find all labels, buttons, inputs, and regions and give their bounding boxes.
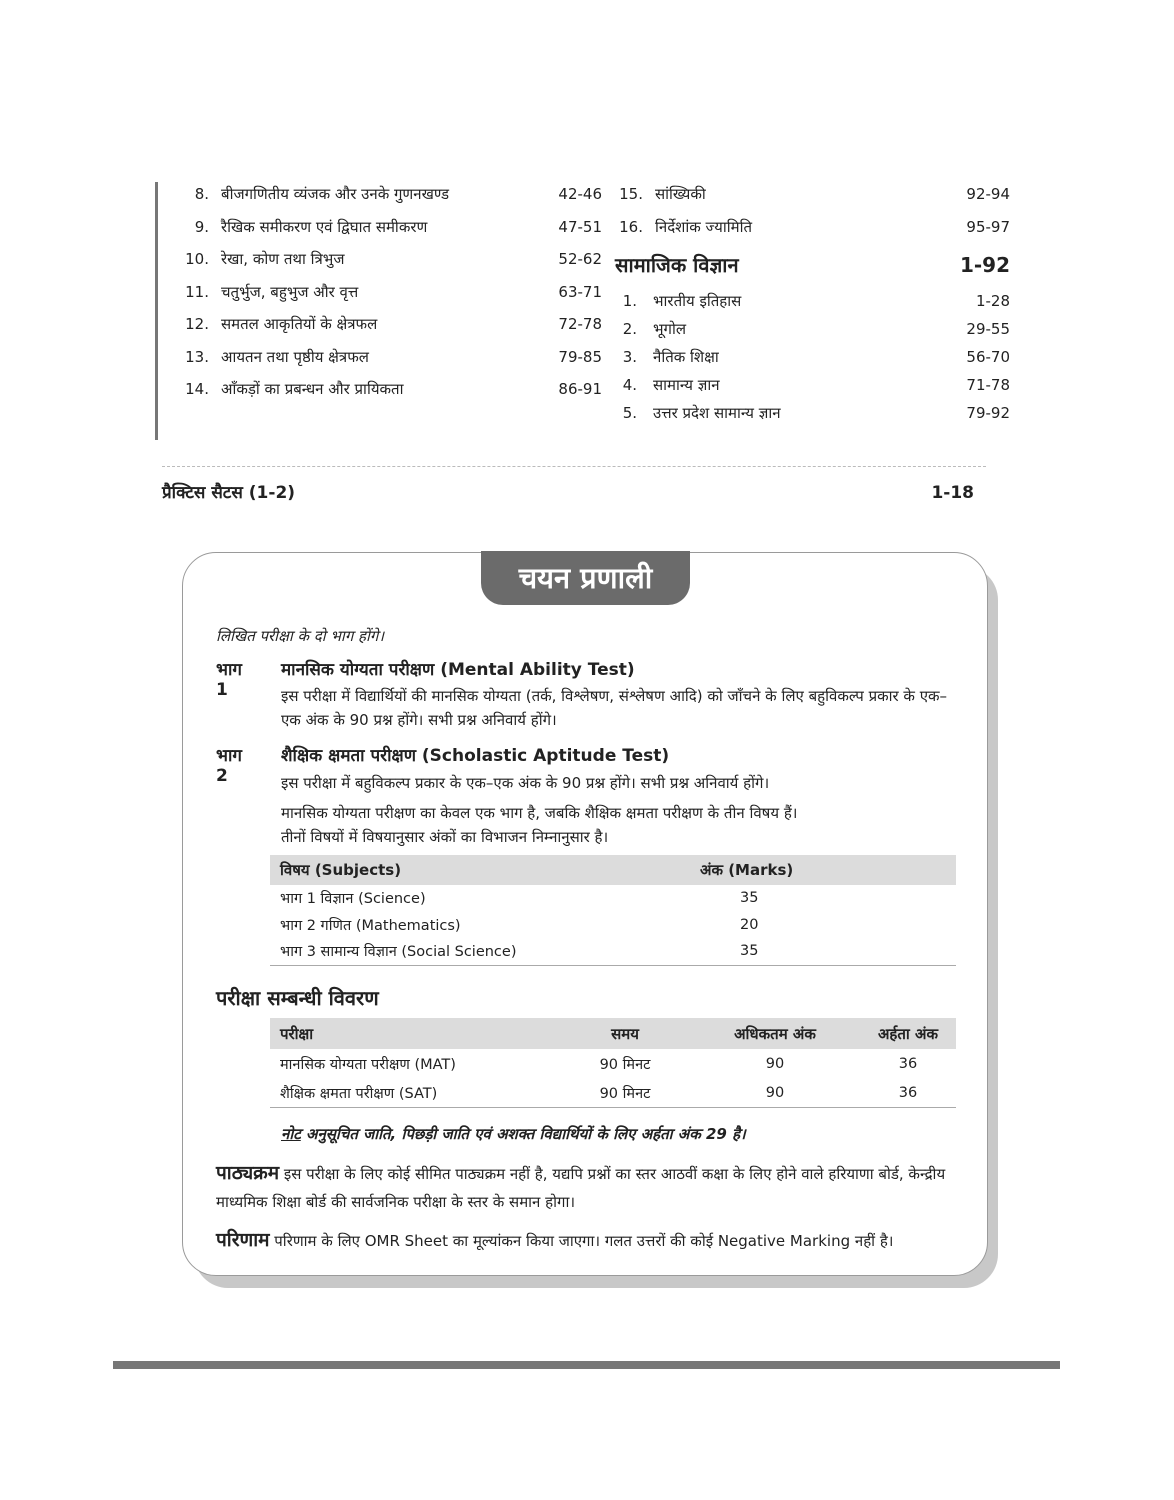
toc-vertical-rule <box>155 182 158 440</box>
section-pages: 1-92 <box>959 253 1010 277</box>
toc-pages: 86-91 <box>558 380 602 398</box>
table-cell: भाग 2 गणित (Mathematics) <box>280 917 461 934</box>
syllabus-label: पाठ्यक्रम <box>216 1162 280 1184</box>
table-header: अंक (Marks) <box>690 855 956 885</box>
practice-sets-pages: 1-18 <box>931 483 974 503</box>
table-header: अर्हता अंक <box>860 1018 956 1049</box>
toc-pages: 56-70 <box>966 348 1010 366</box>
table-header-row <box>270 855 956 885</box>
table-cell: शैक्षिक क्षमता परीक्षण (SAT) <box>270 1078 560 1108</box>
table-cell: भाग 3 सामान्य विज्ञान (Social Science) <box>270 938 690 965</box>
toc-text: नैतिक शिक्षा <box>653 348 719 366</box>
toc-row[interactable] <box>615 315 1010 343</box>
part2-title: शैक्षिक क्षमता परीक्षण (Scholastic Aptitude Test) <box>281 746 670 766</box>
toc-pages: 42-46 <box>558 185 602 203</box>
toc-right-column <box>615 178 1010 427</box>
note-label: नोट <box>281 1125 301 1143</box>
toc-row[interactable] <box>615 343 1010 371</box>
toc-num: 9. <box>194 217 209 236</box>
table-of-contents <box>155 178 1015 443</box>
box-title: चयन प्रणाली <box>481 551 690 605</box>
table-row <box>270 1049 956 1078</box>
part1-title: मानसिक योग्यता परीक्षण (Mental Ability Test) <box>281 660 635 680</box>
toc-pages: 79-92 <box>966 404 1010 422</box>
exam-details-table <box>270 1018 956 1108</box>
syllabus-paragraph <box>216 1159 956 1216</box>
toc-text: सामान्य ज्ञान <box>653 376 720 394</box>
toc-num: 8. <box>194 185 209 203</box>
table-cell: 35 <box>740 890 759 907</box>
toc-pages: 63-71 <box>558 282 602 301</box>
toc-pages: 47-51 <box>558 217 602 236</box>
toc-text: उत्तर प्रदेश सामान्य ज्ञान <box>653 404 781 422</box>
toc-row[interactable] <box>185 276 602 309</box>
toc-row[interactable] <box>185 341 602 374</box>
syllabus-text: इस परीक्षा के लिए कोई सीमित पाठ्यक्रम नहीं है, यद्यपि प्रश्नों का स्तर आठवीं कक्षा के लिए होने वाले हरियाणा बोर्ड, केन्द्रीय माध्यमिक शिक्षा बोर्ड की सार्वजनिक परीक्षा के स्तर के समान होगा। <box>216 1165 946 1211</box>
toc-num: 10. <box>185 250 209 268</box>
part2-line3: तीनों विषयों में विषयानुसार अंकों का विभाजन निम्नानुसार है। <box>281 828 609 846</box>
toc-num: 3. <box>622 348 637 366</box>
part2-label: भाग 2 <box>216 746 242 786</box>
table-cell: 36 <box>860 1078 956 1108</box>
toc-num: 4. <box>622 376 637 394</box>
toc-text: निर्देशांक ज्यामिति <box>655 217 753 236</box>
toc-row[interactable] <box>185 178 602 211</box>
part1-text: इस परीक्षा में विद्यार्थियों की मानसिक योग्यता (तर्क, विश्लेषण, संश्लेषण आदि) को जाँचने के लिए बहुविकल्प प्रकार के एक–एक अंक के 90 प्रश्न होंगे। सभी प्रश्न अनिवार्य होंगे। <box>281 687 948 729</box>
toc-text: बीजगणितीय व्यंजक और उनके गुणनखण्ड <box>221 185 450 203</box>
table-cell: 20 <box>740 916 759 933</box>
table-header: विषय (Subjects) <box>270 855 690 885</box>
part2-line1: इस परीक्षा में बहुविकल्प प्रकार के एक–एक अंक के 90 प्रश्न होंगे। सभी प्रश्न अनिवार्य होंगे। <box>281 774 770 792</box>
toc-pages: 52-62 <box>558 250 602 268</box>
toc-row[interactable] <box>185 211 602 244</box>
section-title: सामाजिक विज्ञान <box>615 253 739 277</box>
exam-details-heading: परीक्षा सम्बन्धी विवरण <box>216 986 379 1010</box>
toc-text: समतल आकृतियों के क्षेत्रफल <box>221 315 378 333</box>
toc-text: सांख्यिकी <box>655 185 706 203</box>
table-header: परीक्षा <box>270 1018 560 1049</box>
toc-row[interactable] <box>185 308 602 341</box>
toc-num: 14. <box>185 380 209 398</box>
dashed-divider <box>162 466 986 467</box>
result-label: परिणाम <box>216 1229 270 1251</box>
toc-num: 15. <box>619 185 643 203</box>
toc-row[interactable] <box>615 287 1010 315</box>
table-cell: 35 <box>690 938 956 965</box>
toc-pages: 71-78 <box>966 376 1010 394</box>
toc-row[interactable] <box>185 243 602 276</box>
toc-pages: 92-94 <box>966 185 1010 203</box>
table-row <box>270 885 956 912</box>
result-text: परिणाम के लिए OMR Sheet का मूल्यांकन किया जाएगा। गलत उत्तरों की कोई Negative Marking नहीं है। <box>269 1232 894 1250</box>
toc-text: आँकड़ों का प्रबन्धन और प्रायिकता <box>221 380 404 398</box>
footer-rule <box>113 1361 1060 1369</box>
table-cell: मानसिक योग्यता परीक्षण (MAT) <box>280 1056 456 1073</box>
table-row <box>270 938 956 965</box>
toc-pages: 79-85 <box>558 347 602 366</box>
table-cell: भाग 1 विज्ञान (Science) <box>280 891 426 908</box>
part1-label: भाग 1 <box>216 660 242 700</box>
intro-text: लिखित परीक्षा के दो भाग होंगे। <box>216 627 385 645</box>
table-header: अधिकतम अंक <box>690 1018 860 1049</box>
toc-pages: 1-28 <box>975 292 1010 310</box>
toc-num: 5. <box>622 404 637 422</box>
toc-row[interactable] <box>185 373 602 406</box>
table-cell: 36 <box>898 1055 918 1072</box>
toc-row[interactable] <box>615 399 1010 427</box>
table-row <box>270 1078 956 1108</box>
toc-text: आयतन तथा पृष्ठीय क्षेत्रफल <box>221 347 369 366</box>
table-row <box>270 912 956 939</box>
toc-num: 2. <box>622 320 637 338</box>
toc-left-column <box>185 178 602 406</box>
table-cell: 90 <box>765 1055 785 1072</box>
toc-row[interactable] <box>615 371 1010 399</box>
toc-pages: 95-97 <box>966 217 1010 236</box>
toc-text: रेखा, कोण तथा त्रिभुज <box>221 250 345 268</box>
toc-pages: 29-55 <box>966 320 1010 338</box>
table-cell: 90 <box>690 1078 860 1108</box>
toc-text: भारतीय इतिहास <box>653 292 742 310</box>
part2-line2: मानसिक योग्यता परीक्षण का केवल एक भाग है, जबकि शैक्षिक क्षमता परीक्षण के तीन विषय हैं। <box>281 804 798 822</box>
marks-table <box>270 855 956 966</box>
table-header: समय <box>560 1018 690 1049</box>
toc-section-heading[interactable] <box>615 243 1010 287</box>
result-paragraph <box>216 1226 956 1255</box>
toc-num: 13. <box>185 347 209 366</box>
toc-num: 11. <box>185 282 209 301</box>
table-cell: 90 मिनट <box>599 1056 651 1073</box>
note-text: अनुसूचित जाति, पिछड़ी जाति एवं अशक्त विद्यार्थियों के लिए अर्हता अंक 29 है। <box>300 1125 746 1143</box>
toc-text: भूगोल <box>653 320 687 338</box>
toc-num: 16. <box>619 217 643 236</box>
note <box>281 1124 746 1144</box>
practice-sets-row[interactable] <box>162 479 974 507</box>
toc-num: 12. <box>185 315 209 333</box>
toc-num: 1. <box>622 292 637 310</box>
practice-sets-label: प्रैक्टिस सैटस (1-2) <box>162 483 296 503</box>
toc-text: चतुर्भुज, बहुभुज और वृत्त <box>221 282 359 301</box>
toc-row[interactable] <box>615 178 1010 211</box>
table-cell: 90 मिनट <box>560 1078 690 1108</box>
toc-text: रैखिक समीकरण एवं द्विघात समीकरण <box>221 217 428 236</box>
toc-pages: 72-78 <box>558 315 602 333</box>
toc-row[interactable] <box>615 211 1010 244</box>
table-header-row <box>270 1018 956 1049</box>
